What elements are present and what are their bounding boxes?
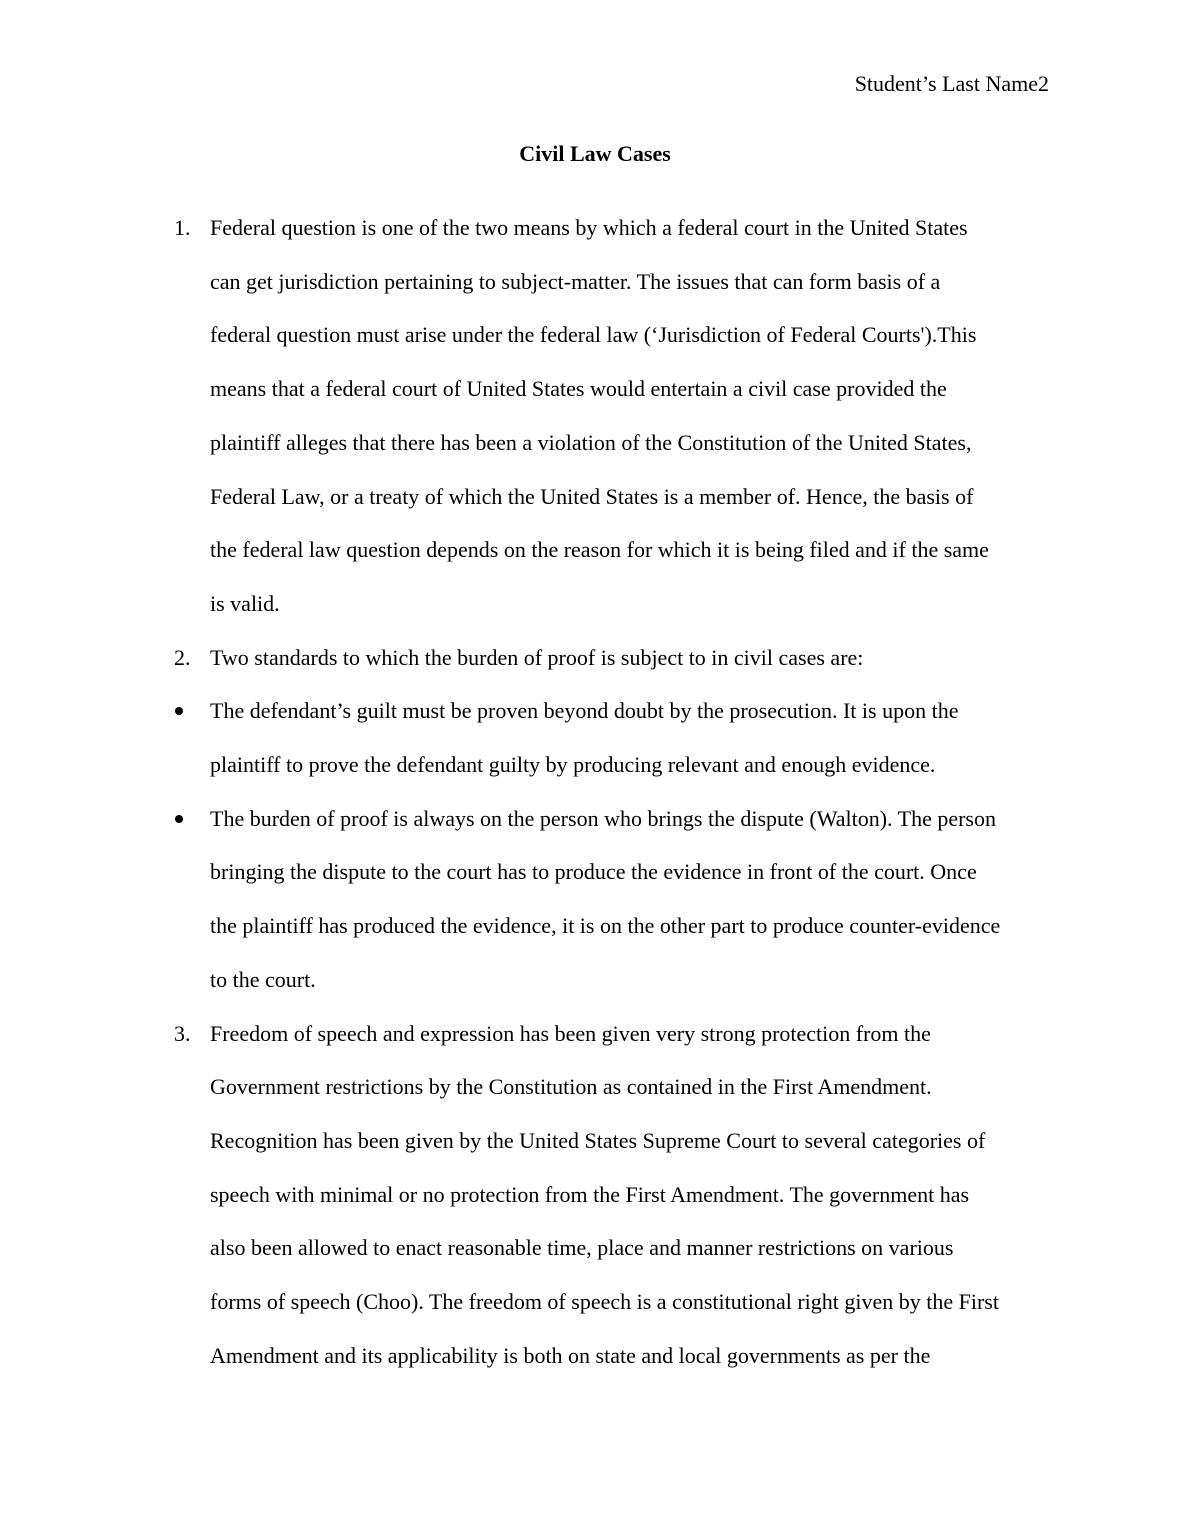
text-line: also been allowed to enact reasonable time, place and manner restrictions on various: [210, 1235, 954, 1261]
text-line: Federal Law, or a treaty of which the United States is a member of. Hence, the basis of: [210, 483, 974, 509]
text-line: the plaintiff has produced the evidence, it is on the other part to produce counter-evidence: [210, 913, 1001, 939]
text-line: speech with minimal or no protection from the First Amendment. The government has: [210, 1181, 970, 1207]
text-line: plaintiff alleges that there has been a violation of the Constitution of the United States,: [210, 429, 972, 455]
list-number: 2.: [174, 644, 191, 670]
document-title: Civil Law Cases: [519, 141, 671, 166]
bullet-marker: [175, 815, 183, 823]
text-line: the federal law question depends on the reason for which it is being filed and if the same: [210, 537, 989, 563]
text-line: Federal question is one of the two means by which a federal court in the United States: [210, 215, 968, 240]
text-line: forms of speech (Choo). The freedom of speech is a constitutional right given by the First: [210, 1289, 999, 1314]
text-line: to the court.: [210, 966, 316, 992]
list-number: 1.: [174, 215, 191, 240]
text-line: Government restrictions by the Constitution as contained in the First Amendment.: [210, 1074, 932, 1100]
text-line: Amendment and its applicability is both on state and local governments as per the: [210, 1342, 931, 1368]
list-number: 3.: [174, 1020, 191, 1046]
text-line: is valid.: [210, 590, 280, 616]
text-line: The defendant’s guilt must be proven beyond doubt by the prosecution. It is upon the: [210, 698, 959, 724]
running-head: Student’s Last Name2: [854, 71, 1049, 96]
text-line: Freedom of speech and expression has been given very strong protection from the: [210, 1020, 931, 1046]
text-line: plaintiff to prove the defendant guilty by producing relevant and enough evidence.: [210, 752, 936, 777]
text-line: The burden of proof is always on the person who brings the dispute (Walton). The person: [210, 805, 996, 831]
text-line: means that a federal court of United States would entertain a civil case provided the: [210, 376, 947, 402]
text-line: can get jurisdiction pertaining to subject-matter. The issues that can form basis of a: [210, 268, 941, 294]
text-line: bringing the dispute to the court has to produce the evidence in front of the court. Once: [210, 859, 977, 885]
text-line: federal question must arise under the federal law (‘Jurisdiction of Federal Courts').This: [210, 322, 977, 348]
text-line: Recognition has been given by the United States Supreme Court to several categories of: [210, 1127, 986, 1153]
bullet-marker: [175, 707, 183, 715]
text-line: Two standards to which the burden of proof is subject to in civil cases are:: [210, 644, 864, 670]
